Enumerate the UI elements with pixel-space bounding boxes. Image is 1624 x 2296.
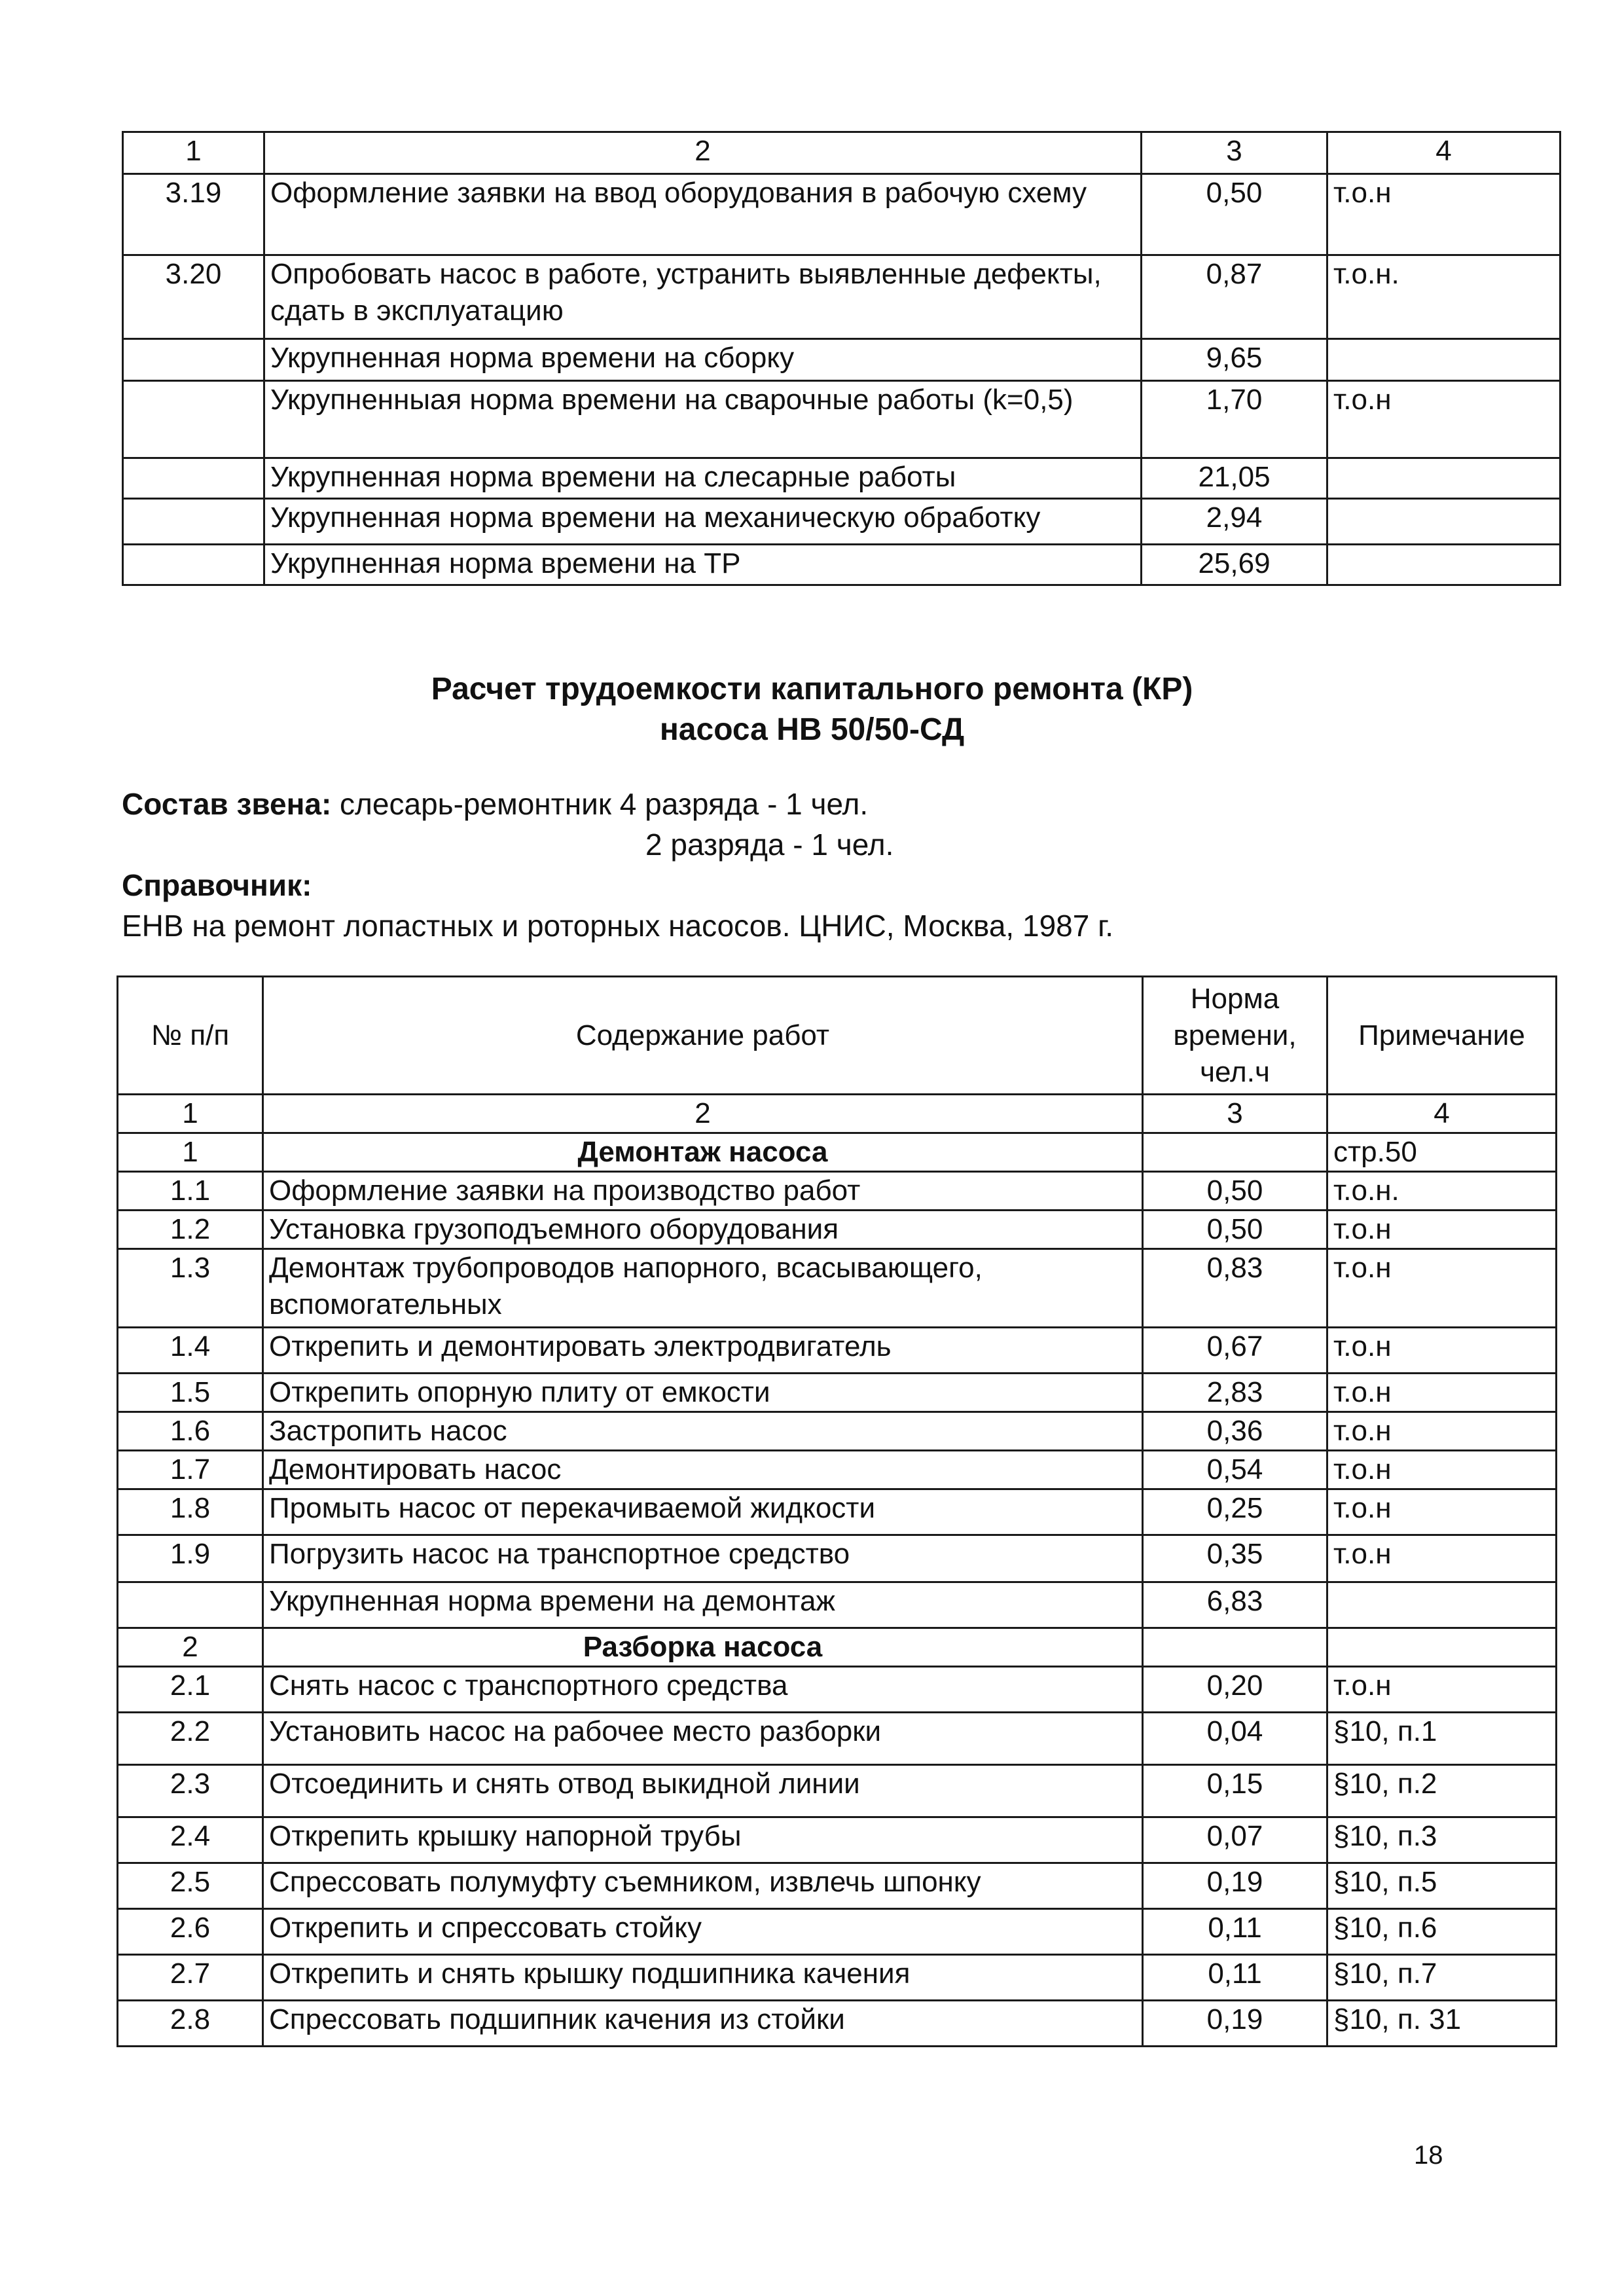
work-description-cell: Промыть насос от перекачиваемой жидкости: [263, 1489, 1143, 1535]
crew-line-2: 2 разряда - 1 чел.: [645, 828, 894, 862]
table-row: [118, 1713, 1557, 1765]
table-row: [118, 2001, 1557, 2047]
row-number-cell: [123, 499, 264, 545]
table-row: [123, 339, 1561, 381]
table-row: [118, 1451, 1557, 1489]
work-description-cell: Установить насос на рабочее место разборки: [263, 1713, 1143, 1765]
table-row: [118, 1249, 1557, 1328]
row-number-cell: 3.20: [123, 255, 264, 339]
crew-composition: [122, 784, 868, 824]
row-number-cell: 2.1: [118, 1667, 263, 1713]
row-number-cell: [123, 545, 264, 585]
norm-cell: 21,05: [1142, 458, 1327, 499]
column-number-row: [118, 1095, 1557, 1133]
row-number-cell: 1: [118, 1133, 263, 1172]
row-number-cell: [123, 458, 264, 499]
note-cell: §10, п.5: [1327, 1863, 1557, 1909]
note-cell: т.о.н: [1327, 1489, 1557, 1535]
col-number-cell: 4: [1327, 132, 1561, 174]
row-number-cell: 1.9: [118, 1535, 263, 1582]
row-number-cell: [118, 1582, 263, 1628]
work-description-cell: Открепить и демонтировать электродвигатель: [263, 1328, 1143, 1374]
note-cell: т.о.н: [1327, 1412, 1557, 1451]
row-number-cell: 2.2: [118, 1713, 263, 1765]
section-title-cell: Демонтаж насоса: [263, 1133, 1143, 1172]
row-number-cell: 1.8: [118, 1489, 263, 1535]
col-number-cell: 2: [264, 132, 1142, 174]
table-row: [118, 1172, 1557, 1211]
note-cell: т.о.н: [1327, 1328, 1557, 1374]
row-number-cell: 2.4: [118, 1817, 263, 1863]
norm-cell: 0,07: [1143, 1817, 1327, 1863]
table-row: [123, 381, 1561, 458]
work-description-cell: Демонтаж трубопроводов напорного, всасывающего, вспомогательных: [263, 1249, 1143, 1328]
note-cell: §10, п. 31: [1327, 2001, 1557, 2047]
row-number-cell: 1.4: [118, 1328, 263, 1374]
header-norm: [1143, 977, 1327, 1095]
norm-cell: [1143, 1628, 1327, 1667]
column-number-row: [123, 132, 1561, 174]
norm-cell: 0,87: [1142, 255, 1327, 339]
work-description-cell: Открепить крышку напорной трубы: [263, 1817, 1143, 1863]
norm-cell: 0,11: [1143, 1909, 1327, 1955]
table-row: [123, 174, 1561, 255]
table-row: [118, 1765, 1557, 1817]
norm-cell: 0,19: [1143, 1863, 1327, 1909]
page-number: 18: [1414, 2141, 1443, 2170]
row-number-cell: 1.1: [118, 1172, 263, 1211]
norm-cell: [1143, 1133, 1327, 1172]
table-row: [118, 1211, 1557, 1249]
table-row: [118, 1667, 1557, 1713]
row-number-cell: 2.7: [118, 1955, 263, 2001]
col-number-cell: 1: [118, 1095, 263, 1133]
norm-cell: 0,25: [1143, 1489, 1327, 1535]
norm-cell: 0,83: [1143, 1249, 1327, 1328]
row-number-cell: [123, 381, 264, 458]
capital-repair-table: [117, 975, 1557, 2047]
note-cell: т.о.н: [1327, 1211, 1557, 1249]
work-description-cell: Отсоединить и снять отвод выкидной линии: [263, 1765, 1143, 1817]
norm-cell: 0,50: [1143, 1172, 1327, 1211]
work-description-cell: Укрупненная норма времени на ТР: [264, 545, 1142, 585]
note-cell: т.о.н: [1327, 1249, 1557, 1328]
norm-cell: 6,83: [1143, 1582, 1327, 1628]
col-number-cell: 3: [1143, 1095, 1327, 1133]
note-cell: т.о.н: [1327, 174, 1561, 255]
table-row: [123, 458, 1561, 499]
norm-cell: 0,36: [1143, 1412, 1327, 1451]
norm-cell: 1,70: [1142, 381, 1327, 458]
row-number-cell: 1.3: [118, 1249, 263, 1328]
note-cell: т.о.н: [1327, 1667, 1557, 1713]
continuation-table: [122, 131, 1561, 586]
section-title: Расчет трудоемкости капитального ремонта (КР): [431, 672, 1193, 706]
table-row: [118, 1328, 1557, 1374]
row-number-cell: 2: [118, 1628, 263, 1667]
note-cell: т.о.н: [1327, 381, 1561, 458]
col-number-cell: 3: [1142, 132, 1327, 174]
work-description-cell: Открепить и снять крышку подшипника качения: [263, 1955, 1143, 2001]
note-cell: [1327, 1628, 1557, 1667]
col-number-cell: 4: [1327, 1095, 1557, 1133]
header-norm-line-3: чел.ч: [1200, 1055, 1270, 1088]
note-cell: [1327, 339, 1561, 381]
crew-line-1: слесарь-ремонтник 4 разряда - 1 чел.: [331, 787, 869, 821]
section-subtitle: насоса НВ 50/50-СД: [659, 712, 965, 747]
row-number-cell: 1.6: [118, 1412, 263, 1451]
header-norm-line-2: времени,: [1173, 1019, 1297, 1051]
section-row: [118, 1628, 1557, 1667]
norm-cell: 0,15: [1143, 1765, 1327, 1817]
work-description-cell: Укрупненная норма времени на слесарные работы: [264, 458, 1142, 499]
row-number-cell: 2.3: [118, 1765, 263, 1817]
note-cell: [1327, 545, 1561, 585]
work-description-cell: Открепить опорную плиту от емкости: [263, 1374, 1143, 1412]
col-number-cell: 2: [263, 1095, 1143, 1133]
section-row: [118, 1133, 1557, 1172]
work-description-cell: Укрупненныая норма времени на сварочные работы (k=0,5): [264, 381, 1142, 458]
table-row: [118, 1955, 1557, 2001]
row-number-cell: 1.2: [118, 1211, 263, 1249]
note-cell: [1327, 499, 1561, 545]
note-cell: т.о.н: [1327, 1535, 1557, 1582]
note-cell: т.о.н.: [1327, 255, 1561, 339]
norm-cell: 0,04: [1143, 1713, 1327, 1765]
work-description-cell: Укрупненная норма времени на механическую обработку: [264, 499, 1142, 545]
note-cell: т.о.н.: [1327, 1172, 1557, 1211]
work-description-cell: Опробовать насос в работе, устранить выявленные дефекты, сдать в эксплуатацию: [264, 255, 1142, 339]
table-row: [118, 1535, 1557, 1582]
table-row: [118, 1909, 1557, 1955]
norm-cell: 0,50: [1143, 1211, 1327, 1249]
norm-cell: 9,65: [1142, 339, 1327, 381]
table-row: [123, 545, 1561, 585]
table-row: [123, 255, 1561, 339]
work-description-cell: Снять насос с транспортного средства: [263, 1667, 1143, 1713]
header-norm-line-1: Норма: [1190, 982, 1280, 1015]
norm-cell: 0,11: [1143, 1955, 1327, 2001]
work-description-cell: Спрессовать полумуфту съемником, извлечь шпонку: [263, 1863, 1143, 1909]
norm-cell: 0,67: [1143, 1328, 1327, 1374]
norm-cell: 0,54: [1143, 1451, 1327, 1489]
norm-cell: 0,50: [1142, 174, 1327, 255]
table-row: [118, 1489, 1557, 1535]
work-description-cell: Укрупненная норма времени на демонтаж: [263, 1582, 1143, 1628]
note-cell: стр.50: [1327, 1133, 1557, 1172]
row-number-cell: 1.7: [118, 1451, 263, 1489]
work-description-cell: Оформление заявки на производство работ: [263, 1172, 1143, 1211]
note-cell: [1327, 1582, 1557, 1628]
work-description-cell: Оформление заявки на ввод оборудования в рабочую схему: [264, 174, 1142, 255]
header-content: Содержание работ: [263, 977, 1143, 1095]
norm-cell: 2,83: [1143, 1374, 1327, 1412]
work-description-cell: Открепить и спрессовать стойку: [263, 1909, 1143, 1955]
row-number-cell: 2.8: [118, 2001, 263, 2047]
note-cell: [1327, 458, 1561, 499]
note-cell: §10, п.3: [1327, 1817, 1557, 1863]
work-description-cell: Установка грузоподъемного оборудования: [263, 1211, 1143, 1249]
col-number-cell: 1: [123, 132, 264, 174]
table-row: [123, 499, 1561, 545]
row-number-cell: 2.5: [118, 1863, 263, 1909]
note-cell: §10, п.2: [1327, 1765, 1557, 1817]
row-number-cell: 3.19: [123, 174, 264, 255]
note-cell: §10, п.6: [1327, 1909, 1557, 1955]
header-num: № п/п: [118, 977, 263, 1095]
row-number-cell: 1.5: [118, 1374, 263, 1412]
work-description-cell: Укрупненная норма времени на сборку: [264, 339, 1142, 381]
note-cell: т.о.н: [1327, 1451, 1557, 1489]
work-description-cell: Демонтировать насос: [263, 1451, 1143, 1489]
crew-label: Состав звена:: [122, 787, 332, 821]
table-row: [118, 1374, 1557, 1412]
table-row: [118, 1817, 1557, 1863]
reference-text: ЕНВ на ремонт лопастных и роторных насосов. ЦНИС, Москва, 1987 г.: [122, 909, 1114, 943]
reference-label: Справочник:: [122, 868, 312, 902]
table-row: [118, 1582, 1557, 1628]
row-number-cell: 2.6: [118, 1909, 263, 1955]
note-cell: §10, п.1: [1327, 1713, 1557, 1765]
note-cell: т.о.н: [1327, 1374, 1557, 1412]
header-note: Примечание: [1327, 977, 1557, 1095]
table-header-row: [118, 977, 1557, 1095]
note-cell: §10, п.7: [1327, 1955, 1557, 2001]
work-description-cell: Погрузить насос на транспортное средство: [263, 1535, 1143, 1582]
norm-cell: 0,19: [1143, 2001, 1327, 2047]
table-row: [118, 1412, 1557, 1451]
norm-cell: 0,20: [1143, 1667, 1327, 1713]
work-description-cell: Застропить насос: [263, 1412, 1143, 1451]
norm-cell: 0,35: [1143, 1535, 1327, 1582]
norm-cell: 2,94: [1142, 499, 1327, 545]
section-title-cell: Разборка насоса: [263, 1628, 1143, 1667]
work-description-cell: Спрессовать подшипник качения из стойки: [263, 2001, 1143, 2047]
norm-cell: 25,69: [1142, 545, 1327, 585]
row-number-cell: [123, 339, 264, 381]
table-row: [118, 1863, 1557, 1909]
